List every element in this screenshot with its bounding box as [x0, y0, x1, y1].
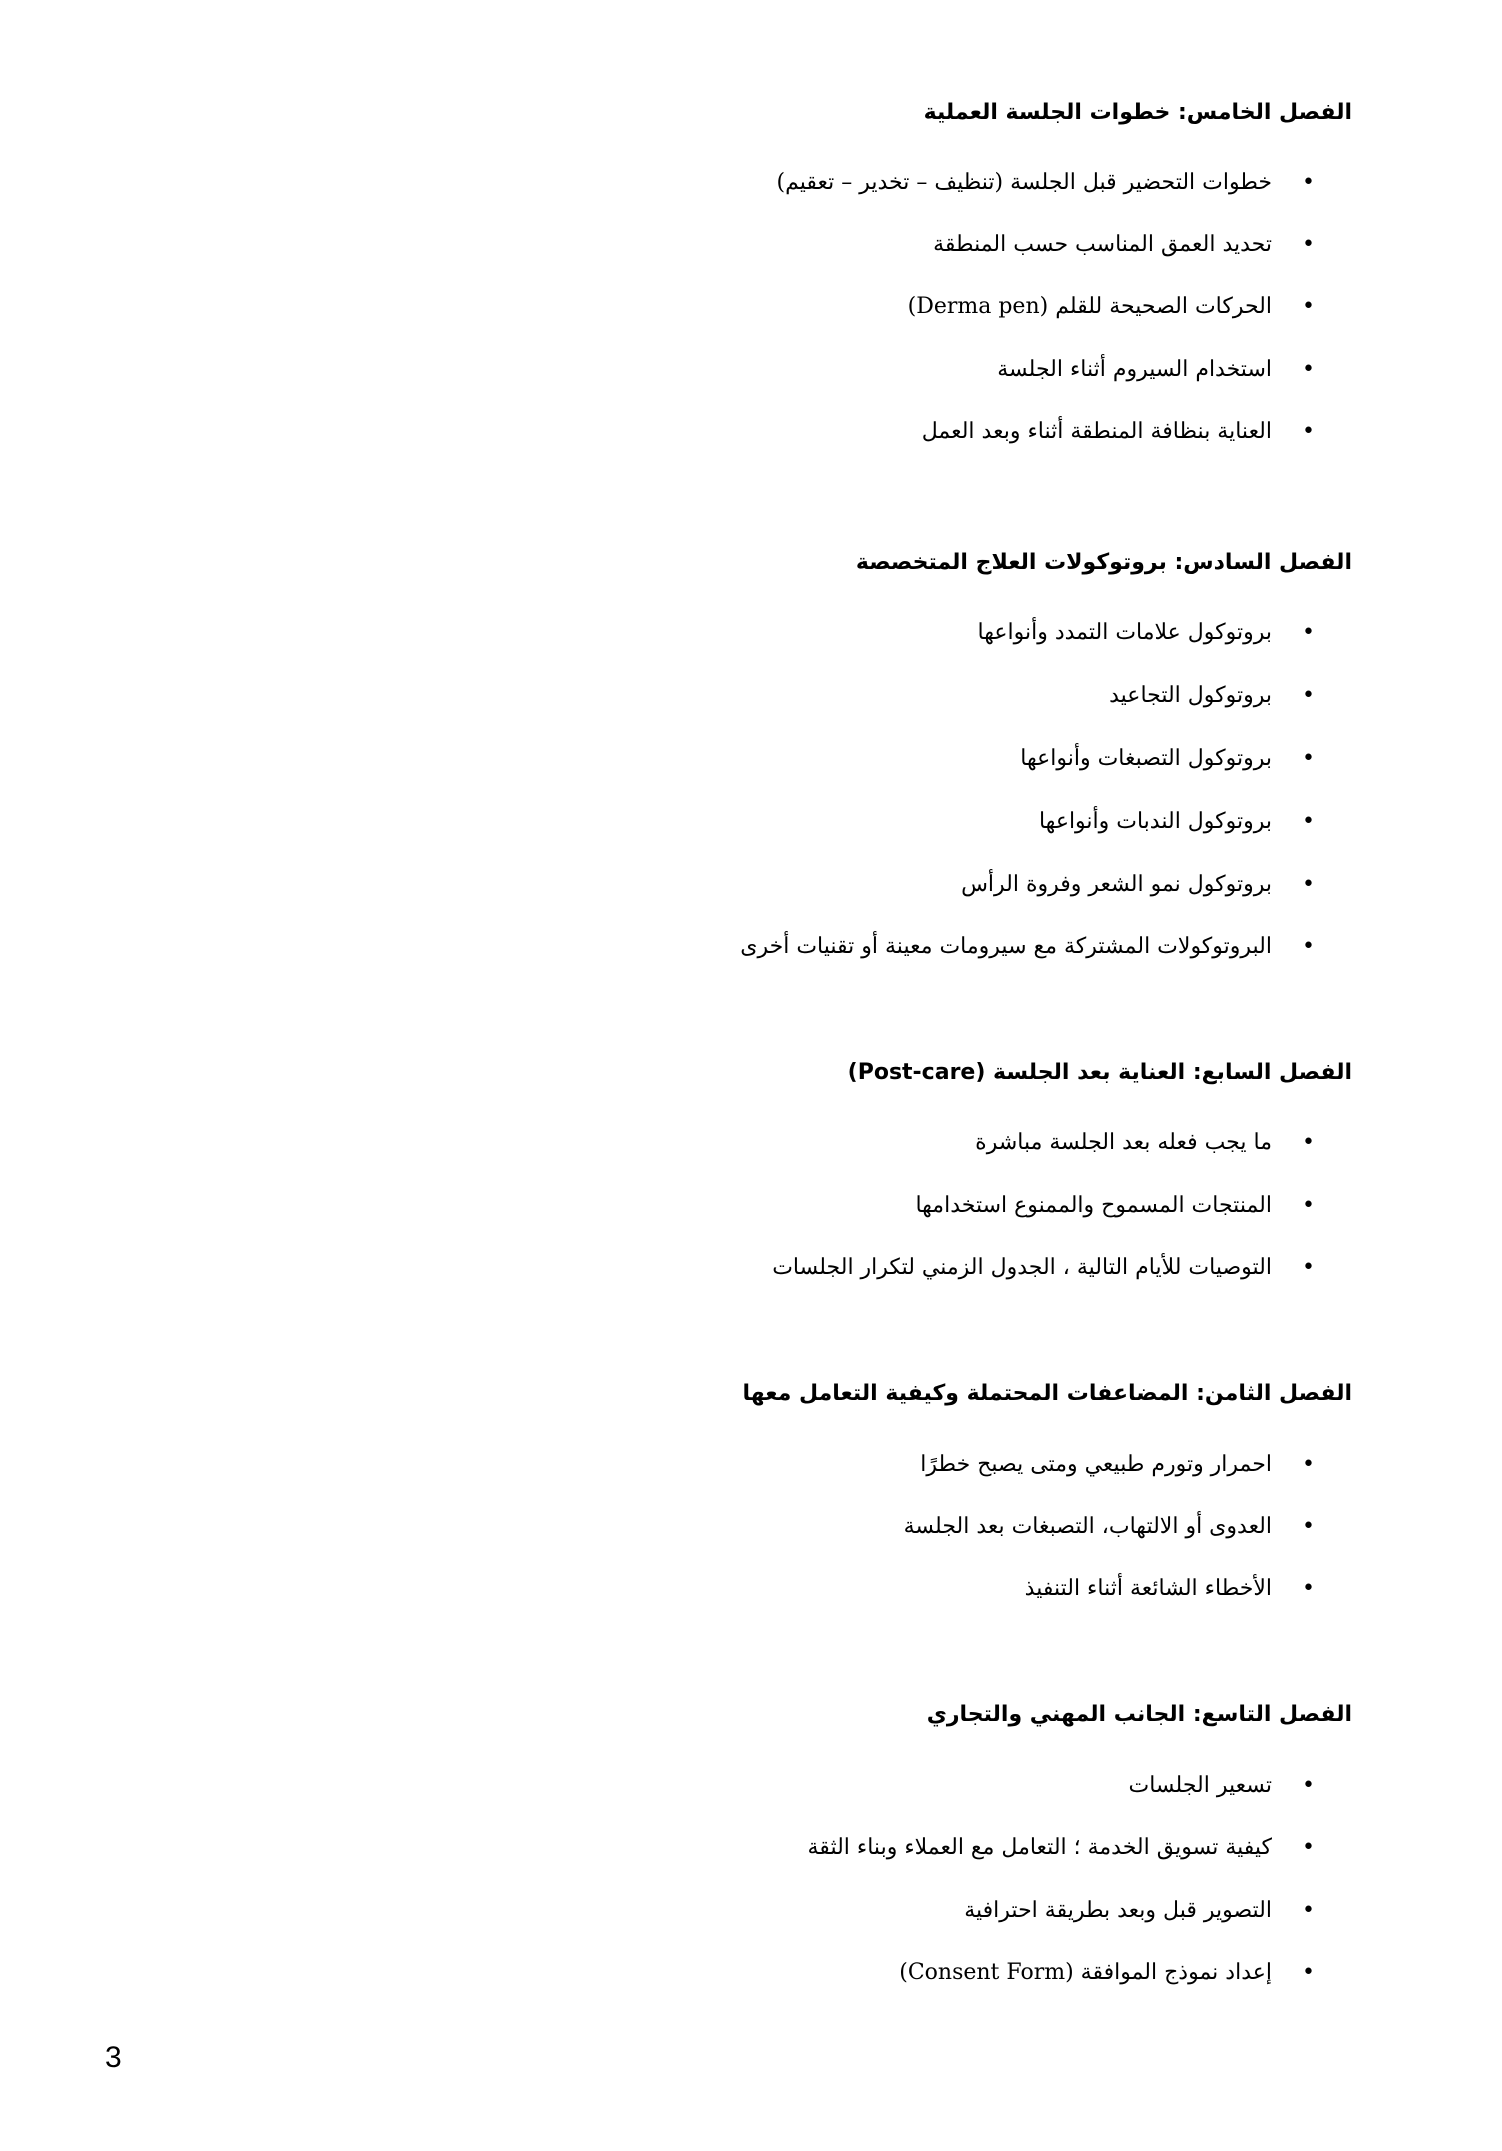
- section-heading-6: الفصل السادس: بروتوكولات العلاج المتخصصة: [855, 550, 1352, 575]
- list-item: تسعير الجلسات: [1128, 1773, 1272, 1798]
- bullet-icon: •: [1302, 1898, 1315, 1923]
- section-heading-9: الفصل التاسع: الجانب المهني والتجاري: [926, 1702, 1352, 1727]
- list-item: التصوير قبل وبعد بطريقة احترافية: [964, 1898, 1272, 1923]
- list-item: ما يجب فعله بعد الجلسة مباشرة: [975, 1130, 1272, 1155]
- list-item: الحركات الصحيحة للقلم (Derma pen): [907, 294, 1272, 319]
- bullet-icon: •: [1302, 232, 1315, 257]
- list-item: احمرار وتورم طبيعي ومتى يصبح خطرًا: [920, 1452, 1272, 1477]
- list-item: بروتوكول نمو الشعر وفروة الرأس: [961, 872, 1272, 897]
- list-item: الأخطاء الشائعة أثناء التنفيذ: [1024, 1576, 1272, 1601]
- bullet-icon: •: [1302, 1773, 1315, 1798]
- list-item: العدوى أو الالتهاب، التصبغات بعد الجلسة: [903, 1514, 1272, 1539]
- bullet-icon: •: [1302, 294, 1315, 319]
- section-heading-8: الفصل الثامن: المضاعفات المحتملة وكيفية التعامل معها: [742, 1381, 1352, 1406]
- bullet-icon: •: [1302, 809, 1315, 834]
- section-heading-5: الفصل الخامس: خطوات الجلسة العملية: [923, 100, 1352, 125]
- bullet-icon: •: [1302, 1130, 1315, 1155]
- list-item: العناية بنظافة المنطقة أثناء وبعد العمل: [921, 419, 1272, 444]
- section-heading-7: الفصل السابع: العناية بعد الجلسة (Post-care): [847, 1060, 1352, 1085]
- list-item: البروتوكولات المشتركة مع سيرومات معينة أو تقنيات أخرى: [740, 934, 1272, 959]
- list-item: إعداد نموذج الموافقة (Consent Form): [899, 1960, 1272, 1985]
- bullet-icon: •: [1302, 872, 1315, 897]
- bullet-icon: •: [1302, 1255, 1315, 1280]
- list-item: بروتوكول التصبغات وأنواعها: [1020, 746, 1272, 771]
- list-item: تحديد العمق المناسب حسب المنطقة: [933, 232, 1272, 257]
- bullet-icon: •: [1302, 1452, 1315, 1477]
- list-item: استخدام السيروم أثناء الجلسة: [997, 357, 1272, 382]
- bullet-icon: •: [1302, 357, 1315, 382]
- bullet-icon: •: [1302, 1576, 1315, 1601]
- page-number: 3: [105, 2041, 122, 2074]
- bullet-icon: •: [1302, 934, 1315, 959]
- list-item: بروتوكول علامات التمدد وأنواعها: [977, 620, 1272, 645]
- bullet-icon: •: [1302, 1835, 1315, 1860]
- bullet-icon: •: [1302, 1193, 1315, 1218]
- list-item: بروتوكول الندبات وأنواعها: [1038, 809, 1272, 834]
- bullet-icon: •: [1302, 170, 1315, 195]
- list-item: خطوات التحضير قبل الجلسة (تنظيف – تخدير – تعقيم): [776, 170, 1272, 195]
- list-item: كيفية تسويق الخدمة ؛ التعامل مع العملاء وبناء الثقة: [807, 1835, 1272, 1860]
- bullet-icon: •: [1302, 683, 1315, 708]
- list-item: التوصيات للأيام التالية ، الجدول الزمني لتكرار الجلسات: [772, 1255, 1272, 1280]
- bullet-icon: •: [1302, 1960, 1315, 1985]
- list-item: بروتوكول التجاعيد: [1109, 683, 1272, 708]
- bullet-icon: •: [1302, 620, 1315, 645]
- list-item: المنتجات المسموح والممنوع استخدامها: [915, 1193, 1272, 1218]
- bullet-icon: •: [1302, 746, 1315, 771]
- bullet-icon: •: [1302, 1514, 1315, 1539]
- bullet-icon: •: [1302, 419, 1315, 444]
